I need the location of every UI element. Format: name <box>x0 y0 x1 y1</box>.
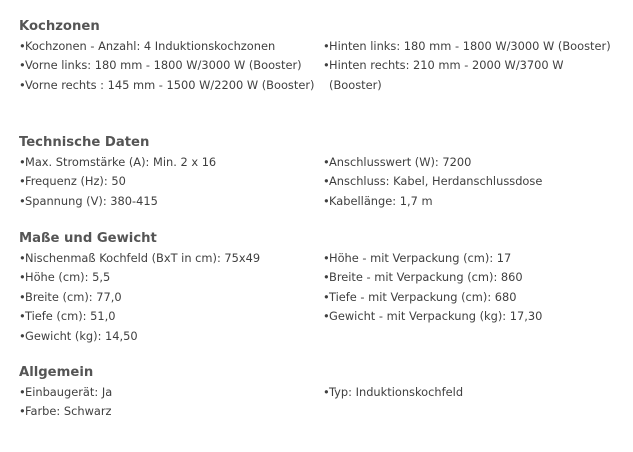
section-technische-daten <box>19 133 619 208</box>
bullet-icon: • <box>323 58 330 73</box>
bullet-icon: • <box>19 193 26 208</box>
bullet-icon: • <box>323 289 330 304</box>
spec-item: •Breite - mit Verpackung (cm): 860 <box>323 268 619 287</box>
section-title: Kochzonen <box>19 19 100 34</box>
bullet-icon: • <box>19 404 26 419</box>
spec-item: •Gewicht (kg): 14,50 <box>19 327 319 346</box>
bullet-icon: • <box>19 309 26 324</box>
spec-list-left <box>19 383 319 422</box>
spec-item: •Tiefe (cm): 51,0 <box>19 307 319 326</box>
section-title: Technische Daten <box>19 135 150 150</box>
spec-item: •Anschluss: Kabel, Herdanschlussdose <box>323 172 619 191</box>
spec-item: •Spannung (V): 380-415 <box>19 192 319 211</box>
spec-item: •Höhe - mit Verpackung (cm): 17 <box>323 249 619 268</box>
spec-list-left <box>19 37 319 95</box>
bullet-icon: • <box>19 39 26 53</box>
section-masse-und-gewicht <box>19 229 619 343</box>
bullet-icon: • <box>323 193 330 208</box>
spec-list-right <box>323 37 619 95</box>
spec-item: •Gewicht - mit Verpackung (kg): 17,30 <box>323 307 619 326</box>
section-kochzonen <box>19 17 619 92</box>
spec-item: •Hinten rechts: 210 mm - 2000 W/3700 W <box>323 56 619 75</box>
spec-item: •Anschlusswert (W): 7200 <box>323 153 619 172</box>
bullet-icon: • <box>19 77 26 92</box>
bullet-icon: • <box>323 270 330 285</box>
bullet-icon: • <box>323 39 330 53</box>
bullet-icon: • <box>19 385 26 399</box>
spec-item: •Kochzonen - Anzahl: 4 Induktionskochzonen <box>19 37 319 56</box>
spec-list-right <box>323 153 619 211</box>
spec-item: •Hinten links: 180 mm - 1800 W/3000 W (Booster) <box>323 37 619 56</box>
bullet-icon: • <box>19 155 26 169</box>
spec-item: •Max. Stromstärke (A): Min. 2 x 16 <box>19 153 319 172</box>
spec-list-left <box>19 249 319 346</box>
spec-item: •Vorne rechts : 145 mm - 1500 W/2200 W (Booster) <box>19 76 319 95</box>
spec-item: •Vorne links: 180 mm - 1800 W/3000 W (Booster) <box>19 56 319 75</box>
bullet-icon: • <box>323 309 330 324</box>
section-title: Allgemein <box>19 365 94 380</box>
section-allgemein <box>19 363 619 419</box>
spec-list-left <box>19 153 319 211</box>
spec-item: •Einbaugerät: Ja <box>19 383 319 402</box>
bullet-icon: • <box>19 251 26 265</box>
spec-item-continuation: (Booster) <box>329 77 382 92</box>
spec-item: •Breite (cm): 77,0 <box>19 288 319 307</box>
bullet-icon: • <box>19 270 26 285</box>
spec-item: •Farbe: Schwarz <box>19 402 319 421</box>
bullet-icon: • <box>19 174 26 189</box>
spec-item: •Frequenz (Hz): 50 <box>19 172 319 191</box>
bullet-icon: • <box>19 328 26 343</box>
spec-list-right <box>323 383 619 402</box>
bullet-icon: • <box>19 58 26 73</box>
spec-item: •Nischenmaß Kochfeld (BxT in cm): 75x49 <box>19 249 319 268</box>
spec-item: •Höhe (cm): 5,5 <box>19 268 319 287</box>
section-title: Maße und Gewicht <box>19 231 157 246</box>
spec-item: •Tiefe - mit Verpackung (cm): 680 <box>323 288 619 307</box>
bullet-icon: • <box>323 174 330 189</box>
spec-item: •Typ: Induktionskochfeld <box>323 383 619 402</box>
spec-list-right <box>323 249 619 327</box>
bullet-icon: • <box>323 155 330 169</box>
bullet-icon: • <box>323 251 330 265</box>
spec-item: •Kabellänge: 1,7 m <box>323 192 619 211</box>
bullet-icon: • <box>323 385 330 399</box>
bullet-icon: • <box>19 289 26 304</box>
